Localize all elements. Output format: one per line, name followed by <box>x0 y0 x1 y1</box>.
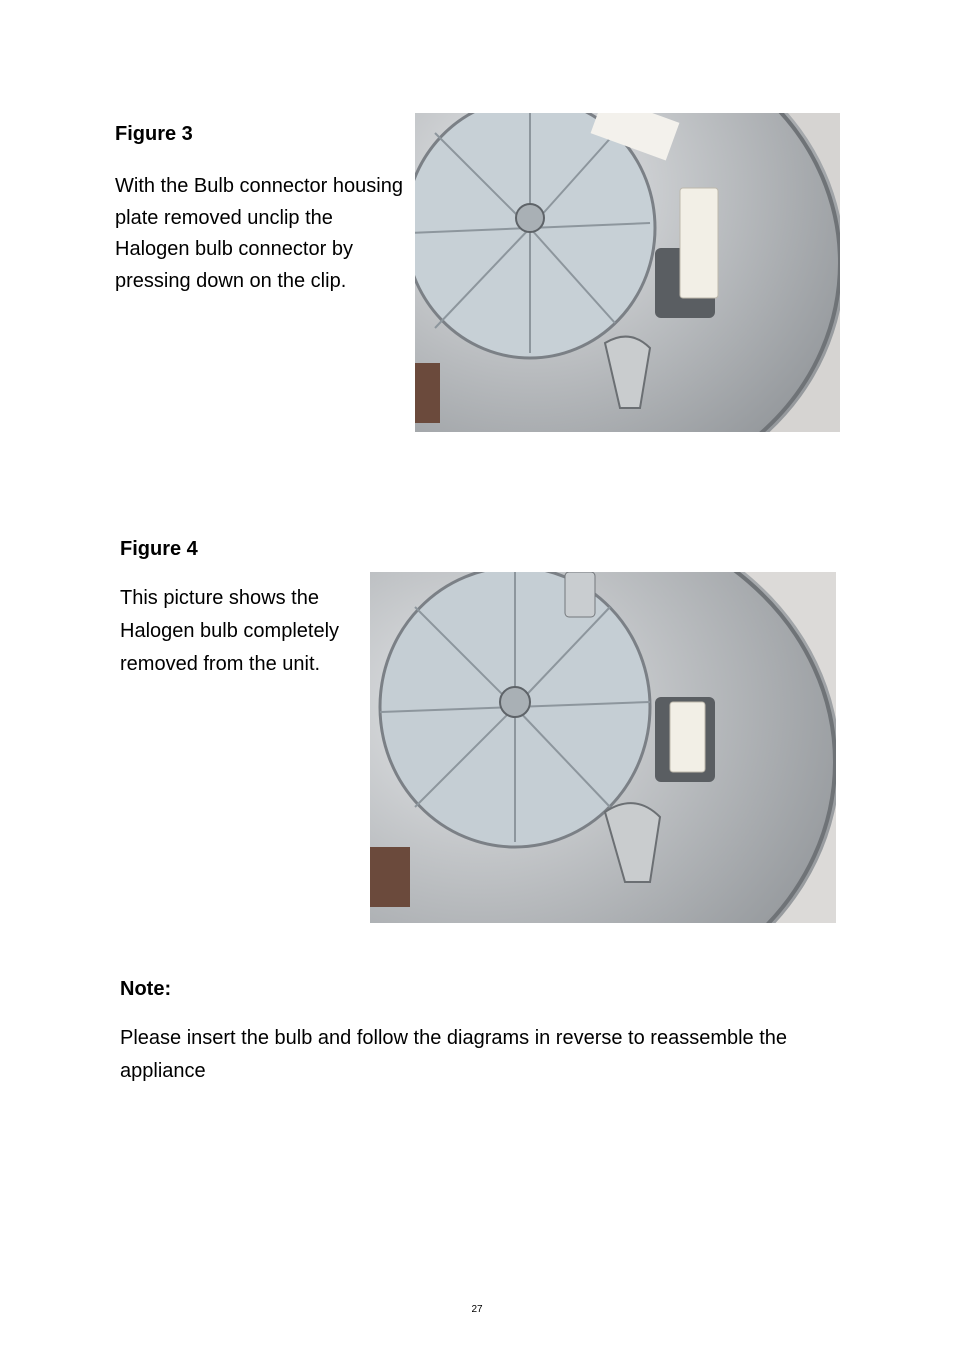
figure3-heading: Figure 3 <box>115 123 193 145</box>
figure4-photo <box>370 572 836 923</box>
figure3-caption: With the Bulb connector housing plate removed unclip the Halogen bulb connector by pressing down on the clip. <box>115 175 403 292</box>
figure4-heading: Figure 4 <box>120 538 198 560</box>
page-number: 27 <box>471 1304 483 1315</box>
note-text: Please insert the bulb and follow the diagrams in reverse to reassemble the appliance <box>120 1027 788 1082</box>
figure3-photo <box>415 113 840 432</box>
figure4-caption: This picture shows the Halogen bulb completely removed from the unit. <box>120 587 340 675</box>
note-heading: Note: <box>120 978 172 1000</box>
